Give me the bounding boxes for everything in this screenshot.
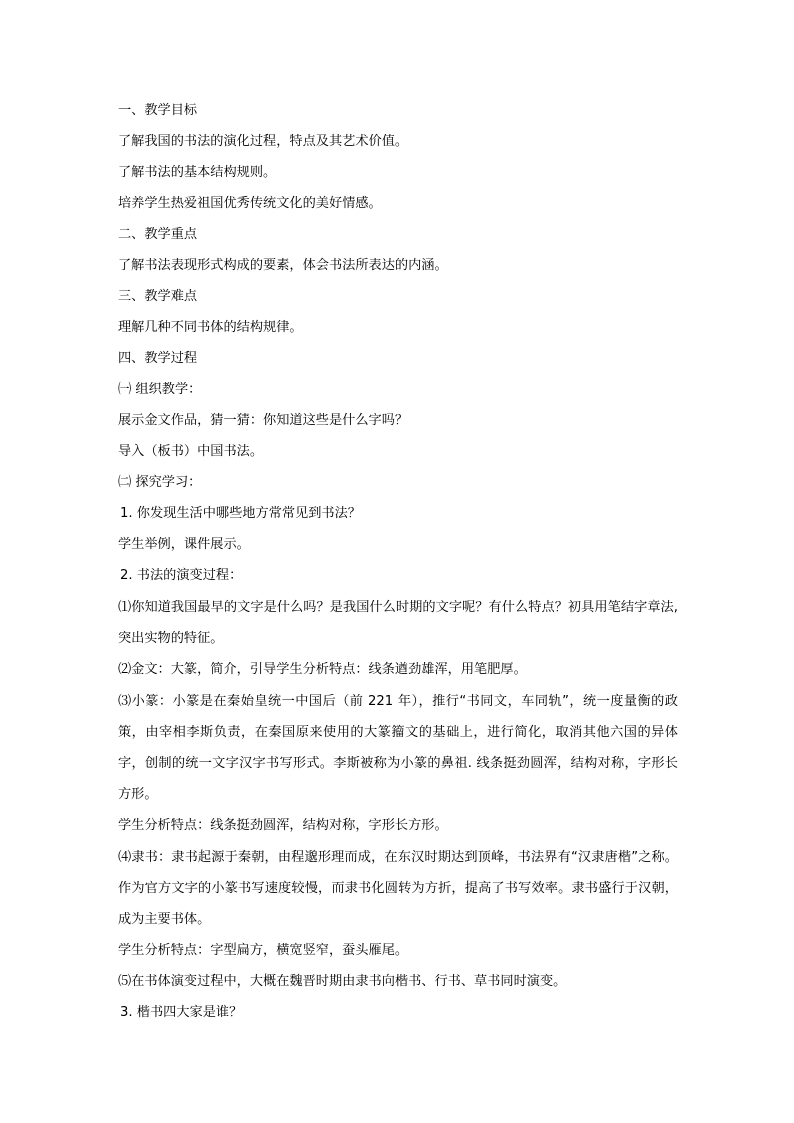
document-body [118, 101, 678, 1034]
paragraph-earliest-script: ⑴你知道我国最早的文字是什么吗？是我国什么时期的文字呢？有什么特点？初具用笔结字章法,突出实物的特征。 [118, 600, 678, 646]
question-2: 2. 书法的演变过程： [120, 568, 243, 583]
goal-item-2: 了解书法的基本结构规则。 [118, 165, 277, 180]
paragraph-lishu: ⑷隶书：隶书起源于秦朝，由程邈形理而成，在东汉时期达到顶峰，书法界有“汉隶唐楷”之称。作为官方文字的小篆书写速度较慢，而隶书化圆转为方折，提高了书写效率。隶书盛行于汉朝，成为主要书体。 [118, 850, 678, 927]
analysis-lishu: 学生分析特点：字型扁方，横宽竖窄，蚕头雁尾。 [118, 943, 409, 958]
section-heading-difficulties: 三、教学难点 [118, 289, 198, 304]
paragraph-jinwen: ⑵金文：大篆，简介，引导学生分析特点：线条遒劲雄浑，用笔肥厚。 [118, 662, 527, 677]
goal-item-3: 培养学生热爱祖国优秀传统文化的美好情感。 [118, 196, 382, 211]
question-1: 1. 你发现生活中哪些地方常常见到书法？ [120, 506, 361, 521]
process-text: 学生举例，课件展示。 [118, 537, 250, 552]
question-3: 3. 楷书四大家是谁？ [120, 1005, 243, 1020]
paragraph-xiaozhuan: ⑶小篆：小篆是在秦始皇统一中国后（前 221 年），推行“书同文，车同轨”，统一度量衡的政策，由宰相李斯负责，在秦国原来使用的大篆籀文的基础上，进行简化，取消其他六国的异体字，创制的统一文字汉字书写形式。李斯被称为小篆的鼻祖. 线条挺劲圆浑，结构对称，字形长方形。 [118, 694, 678, 802]
paragraph-evolution: ⑸在书体演变过程中，大概在魏晋时期由隶书向楷书、行书、草书同时演变。 [118, 974, 567, 989]
analysis-xiaozhuan: 学生分析特点：线条挺劲圆浑，结构对称，字形长方形。 [118, 818, 448, 833]
goal-item-1: 了解我国的书法的演化过程，特点及其艺术价值。 [118, 134, 409, 149]
subheading-organize: ㈠ 组织教学： [118, 382, 202, 397]
process-text: 展示金文作品，猜一猜：你知道这些是什么字吗？ [118, 413, 409, 428]
section-heading-process: 四、教学过程 [118, 351, 198, 366]
section-heading-key-points: 二、教学重点 [118, 227, 198, 242]
section-heading-goals: 一、教学目标 [118, 103, 198, 118]
difficulty-item: 理解几种不同书体的结构规律。 [118, 320, 303, 335]
subheading-explore: ㈡ 探究学习： [118, 475, 202, 490]
key-point-item: 了解书法表现形式构成的要素，体会书法所表达的内涵。 [118, 258, 448, 273]
process-text: 导入（板书）中国书法。 [118, 444, 264, 459]
